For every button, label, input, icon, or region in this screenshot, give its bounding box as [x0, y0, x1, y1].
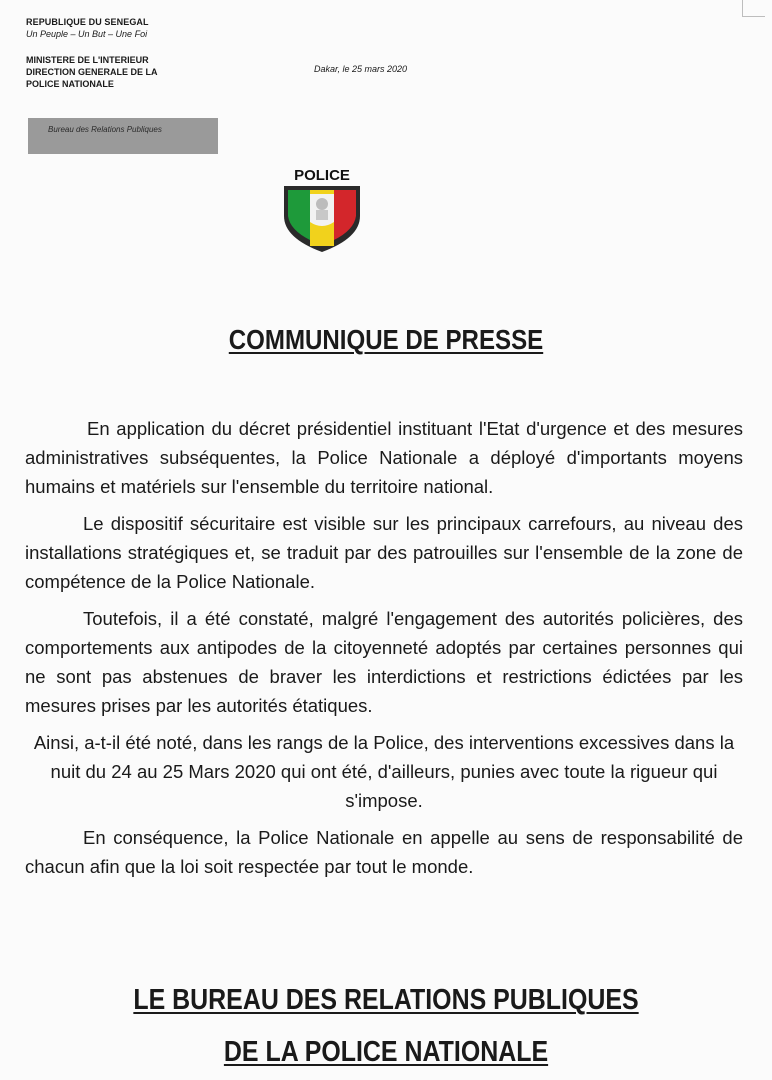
press-release-title: COMMUNIQUE DE PRESSE	[228, 324, 544, 355]
signature-line-2: DE LA POLICE NATIONALE	[223, 1036, 549, 1068]
letterhead	[26, 16, 286, 90]
signature-line-1: LE BUREAU DES RELATIONS PUBLIQUES	[133, 984, 639, 1016]
ministry-line: DIRECTION GENERALE DE LA	[26, 67, 158, 77]
bureau-stamp-text: Bureau des Relations Publiques	[48, 125, 162, 134]
ministry-line: MINISTERE DE L'INTERIEUR	[26, 55, 149, 65]
republic-name: REPUBLIQUE DU SENEGAL	[26, 17, 149, 27]
page-corner-mark	[742, 0, 765, 17]
body-paragraph: Toutefois, il a été constaté, malgré l'engagement des autorités policières, des comportements aux antipodes de la citoyenneté adoptés par certaines personnes qui ne sont pas abstenues de braver les interdictions et restrictions édictées par les mesures prises par les autorités étatiques.	[25, 608, 743, 716]
ministry-line: POLICE NATIONALE	[26, 79, 114, 89]
date-line: Dakar, le 25 mars 2020	[314, 64, 408, 74]
national-motto: Un Peuple – Un But – Une Foi	[26, 29, 148, 39]
ministry-block	[26, 54, 286, 90]
logo-text: POLICE	[294, 167, 350, 184]
press-release-body	[25, 414, 743, 889]
body-paragraph: Ainsi, a-t-il été noté, dans les rangs de la Police, des interventions excessives dans la nuit du 24 au 25 Mars 2020 qui ont été, d'ailleurs, punies avec toute la rigueur qui s'impose.	[33, 732, 735, 811]
body-paragraph: En application du décret présidentiel instituant l'Etat d'urgence et des mesures administratives subséquentes, la Police Nationale a déployé d'importants moyens humains et matériels sur l'ensemble du territoire national.	[25, 418, 743, 497]
body-paragraph: Le dispositif sécuritaire est visible sur les principaux carrefours, au niveau des installations stratégiques et, se traduit par des patrouilles sur l'ensemble de la zone de compétence de la Police Nationale.	[25, 513, 743, 592]
body-paragraph: En conséquence, la Police Nationale en appelle au sens de responsabilité de chacun afin que la loi soit respectée par tout le monde.	[25, 827, 743, 877]
police-badge-logo	[276, 164, 368, 254]
bureau-stamp	[28, 118, 218, 154]
